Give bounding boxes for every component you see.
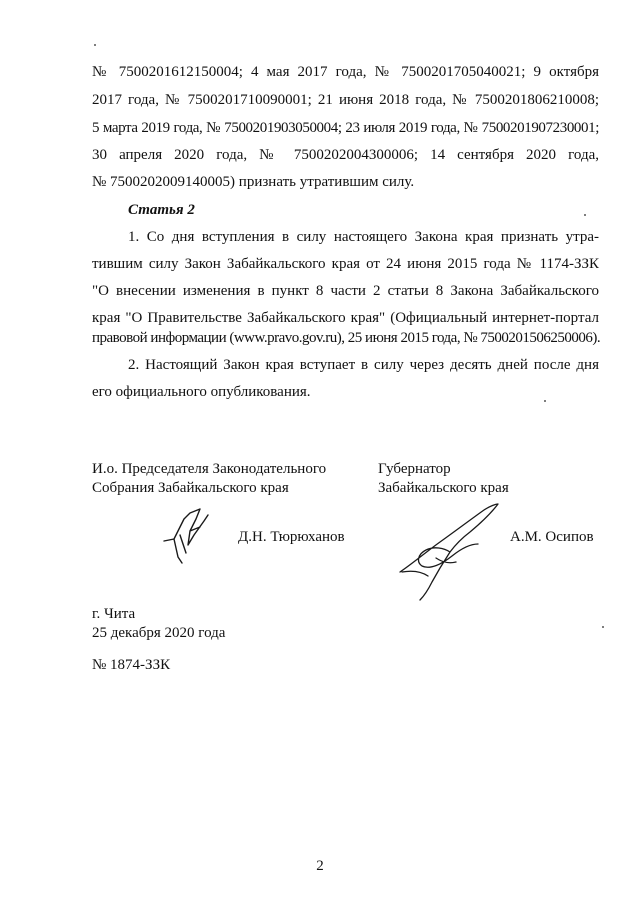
right-signatory-title: Губернатор <box>378 461 451 477</box>
scan-speck <box>94 44 96 46</box>
left-signatory-title: И.о. Председателя Законодательного <box>92 461 327 477</box>
continuation-line: 5 марта 2019 года, № 7500201903050004; 23 июля 2019 года, № 7500201907230001; <box>92 120 599 136</box>
continuation-line: 2017 года, № 7500201710090001; 21 июня 2018 года, № 7500201806210008; <box>92 92 599 108</box>
signing-date: 25 декабря 2020 года <box>92 625 226 641</box>
article-paragraph-line: его официального опубликования. <box>92 384 311 400</box>
article-heading: Статья 2 <box>128 202 195 218</box>
article-paragraph-line: 1. Со дня вступления в силу настоящего Закона края признать утра- <box>128 229 599 245</box>
scan-speck <box>584 214 586 216</box>
continuation-line: № 7500201612150004; 4 мая 2017 года, № 7500201705040021; 9 октября <box>92 64 599 80</box>
left-signatory-title: Собрания Забайкальского края <box>92 480 289 496</box>
left-signatory-name: Д.Н. Тюрюханов <box>238 529 345 545</box>
law-number: № 1874-ЗЗК <box>92 657 171 673</box>
left-signature <box>160 505 212 567</box>
article-paragraph-line: тившим силу Закон Забайкальского края от 24 июня 2015 года № 1174-ЗЗК <box>92 256 599 272</box>
scan-speck <box>602 626 604 628</box>
continuation-line: 30 апреля 2020 года, № 7500202004300006; 14 сентября 2020 года, <box>92 147 599 163</box>
signing-city: г. Чита <box>92 606 136 622</box>
right-signatory-title: Забайкальского края <box>378 480 509 496</box>
right-signature <box>392 498 502 604</box>
article-paragraph-line: 2. Настоящий Закон края вступает в силу через десять дней после дня <box>128 357 599 373</box>
article-paragraph-line: "О внесении изменения в пункт 8 части 2 статьи 8 Закона Забайкальского <box>92 283 599 299</box>
article-paragraph-line: правовой информации (www.pravo.gov.ru), 25 июня 2015 года, № 7500201506250006). <box>92 330 601 346</box>
scan-speck <box>544 400 546 402</box>
page-number: 2 <box>316 858 324 874</box>
right-signatory-name: А.М. Осипов <box>510 529 594 545</box>
continuation-line: № 7500202009140005) признать утратившим силу. <box>92 174 415 190</box>
article-paragraph-line: края "О Правительстве Забайкальского края" (Официальный интернет-портал <box>92 310 599 326</box>
